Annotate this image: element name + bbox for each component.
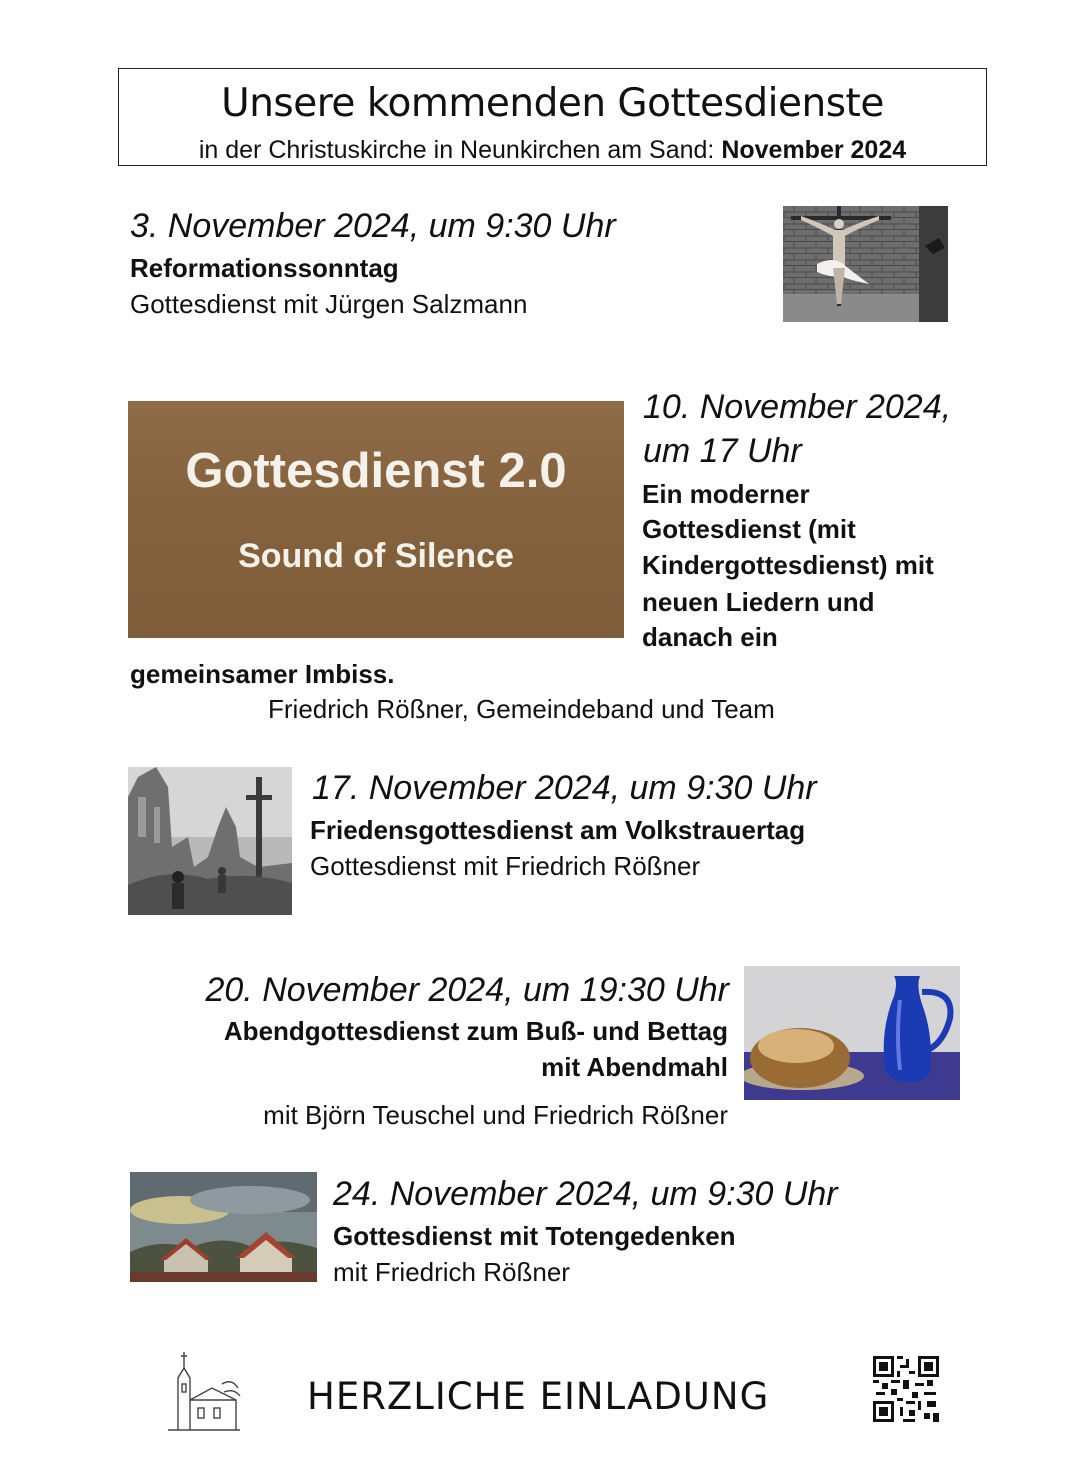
event-2-desc-line1: Ein moderner bbox=[642, 479, 810, 509]
event-2-desc-line6: gemeinsamer Imbiss. bbox=[130, 659, 395, 689]
qr-code-icon[interactable] bbox=[873, 1356, 939, 1422]
event-2-desc-line3: Kindergottesdienst) mit bbox=[642, 550, 934, 580]
banner-title: Gottesdienst 2.0 bbox=[185, 444, 567, 498]
event-2-desc-line4: neuen Liedern und bbox=[642, 587, 875, 617]
invitation-text: HERZLICHE EINLADUNG bbox=[307, 1375, 770, 1418]
event-2-date-line2: um 17 Uhr bbox=[643, 432, 802, 470]
page-title: Unsere kommenden Gottesdienste bbox=[221, 81, 884, 126]
church-sketch-icon bbox=[162, 1348, 242, 1432]
event-3-description: Gottesdienst mit Friedrich Rößner bbox=[310, 851, 701, 881]
bread-and-jug-image bbox=[744, 966, 960, 1100]
event-4-title-line1: Abendgottesdienst zum Buß- und Bettag bbox=[223, 1016, 728, 1046]
event-2-date-line1: 10. November 2024, bbox=[643, 388, 952, 426]
event-1-description: Gottesdienst mit Jürgen Salzmann bbox=[130, 289, 528, 319]
event-5-date: 24. November 2024, um 9:30 Uhr bbox=[333, 1175, 838, 1213]
crucifix-image bbox=[783, 206, 948, 322]
village-sky-image bbox=[130, 1172, 317, 1282]
banner-subtitle: Sound of Silence bbox=[238, 537, 514, 575]
subtitle-month: November 2024 bbox=[721, 136, 907, 164]
event-5-title: Gottesdienst mit Totengedenken bbox=[333, 1221, 736, 1251]
event-3-date: 17. November 2024, um 9:30 Uhr bbox=[312, 769, 817, 807]
header-box bbox=[118, 68, 987, 166]
event-4-description: mit Björn Teuschel und Friedrich Rößner bbox=[263, 1100, 728, 1130]
event-2-leaders: Friedrich Rößner, Gemeindeband und Team bbox=[268, 694, 775, 724]
subtitle-location: in der Christuskirche in Neunkirchen am Sand: bbox=[198, 136, 715, 164]
gottesdienst-2-banner bbox=[128, 401, 624, 638]
event-1-title: Reformationssonntag bbox=[130, 253, 399, 283]
event-4-date: 20. November 2024, um 19:30 Uhr bbox=[205, 971, 729, 1009]
page-subtitle bbox=[119, 136, 986, 165]
event-4-title-line2: mit Abendmahl bbox=[541, 1052, 728, 1082]
event-1-date: 3. November 2024, um 9:30 Uhr bbox=[130, 207, 616, 245]
event-2-desc-line2: Gottesdienst (mit bbox=[642, 514, 856, 544]
event-5-description: mit Friedrich Rößner bbox=[333, 1257, 570, 1287]
church-ruins-image bbox=[128, 767, 292, 915]
event-3-title: Friedensgottesdienst am Volkstrauertag bbox=[310, 815, 806, 845]
event-2-desc-line5: danach ein bbox=[642, 622, 778, 652]
